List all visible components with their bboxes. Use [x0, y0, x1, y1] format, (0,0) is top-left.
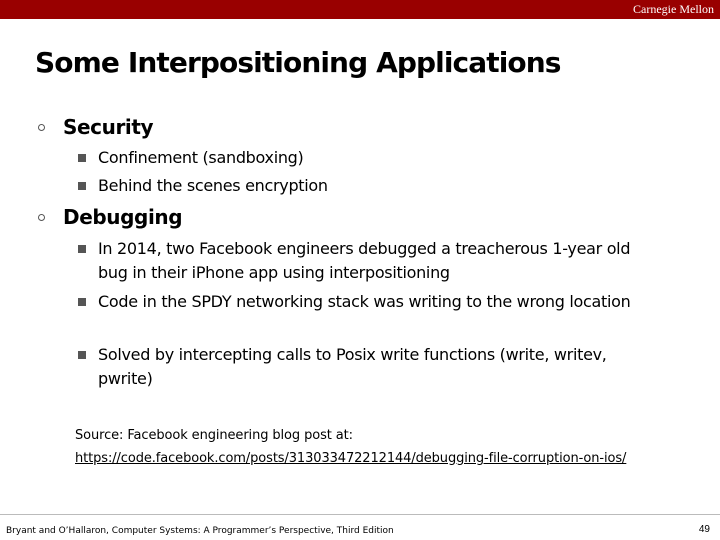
- square-bullet-icon: [78, 351, 86, 359]
- source-link[interactable]: https://code.facebook.com/posts/313033472212144/debugging-file-corruption-on-ios/: [75, 451, 627, 466]
- list-item-text: Solved by intercepting calls to Posix write functions (write, writev, pwrite): [98, 345, 607, 388]
- list-item-text: Behind the scenes encryption: [98, 176, 328, 195]
- brand-label: Carnegie Mellon: [633, 2, 714, 16]
- header-bar: [0, 0, 720, 19]
- square-bullet-icon: [78, 154, 86, 162]
- list-item: [78, 237, 648, 285]
- section-debugging: [38, 205, 182, 229]
- list-item: [78, 174, 648, 198]
- list-item-text: In 2014, two Facebook engineers debugged a treacherous 1-year old bug in their iPhone app using interpositioning: [98, 239, 631, 282]
- list-item-text: Confinement (sandboxing): [98, 148, 304, 167]
- source-note: [75, 424, 626, 470]
- section-heading: Security: [63, 115, 154, 139]
- square-bullet-icon: [78, 298, 86, 306]
- section-heading: Debugging: [63, 205, 183, 229]
- footer-citation: Bryant and O’Hallaron, Computer Systems: A Programmer’s Perspective, Third Edition: [6, 526, 394, 536]
- square-bullet-icon: [78, 245, 86, 253]
- list-item: [78, 290, 648, 314]
- page-number: 49: [698, 524, 710, 535]
- list-item: [78, 146, 648, 170]
- list-item: [78, 343, 648, 391]
- list-item-text: Code in the SPDY networking stack was writing to the wrong location: [98, 292, 631, 311]
- footer-divider: [0, 514, 720, 515]
- square-bullet-icon: [78, 182, 86, 190]
- section-security: [38, 115, 153, 139]
- circle-bullet-icon: [38, 214, 45, 221]
- slide-title: Some Interpositioning Applications: [35, 46, 561, 79]
- circle-bullet-icon: [38, 124, 45, 131]
- source-label: Source: Facebook engineering blog post at:: [75, 428, 353, 443]
